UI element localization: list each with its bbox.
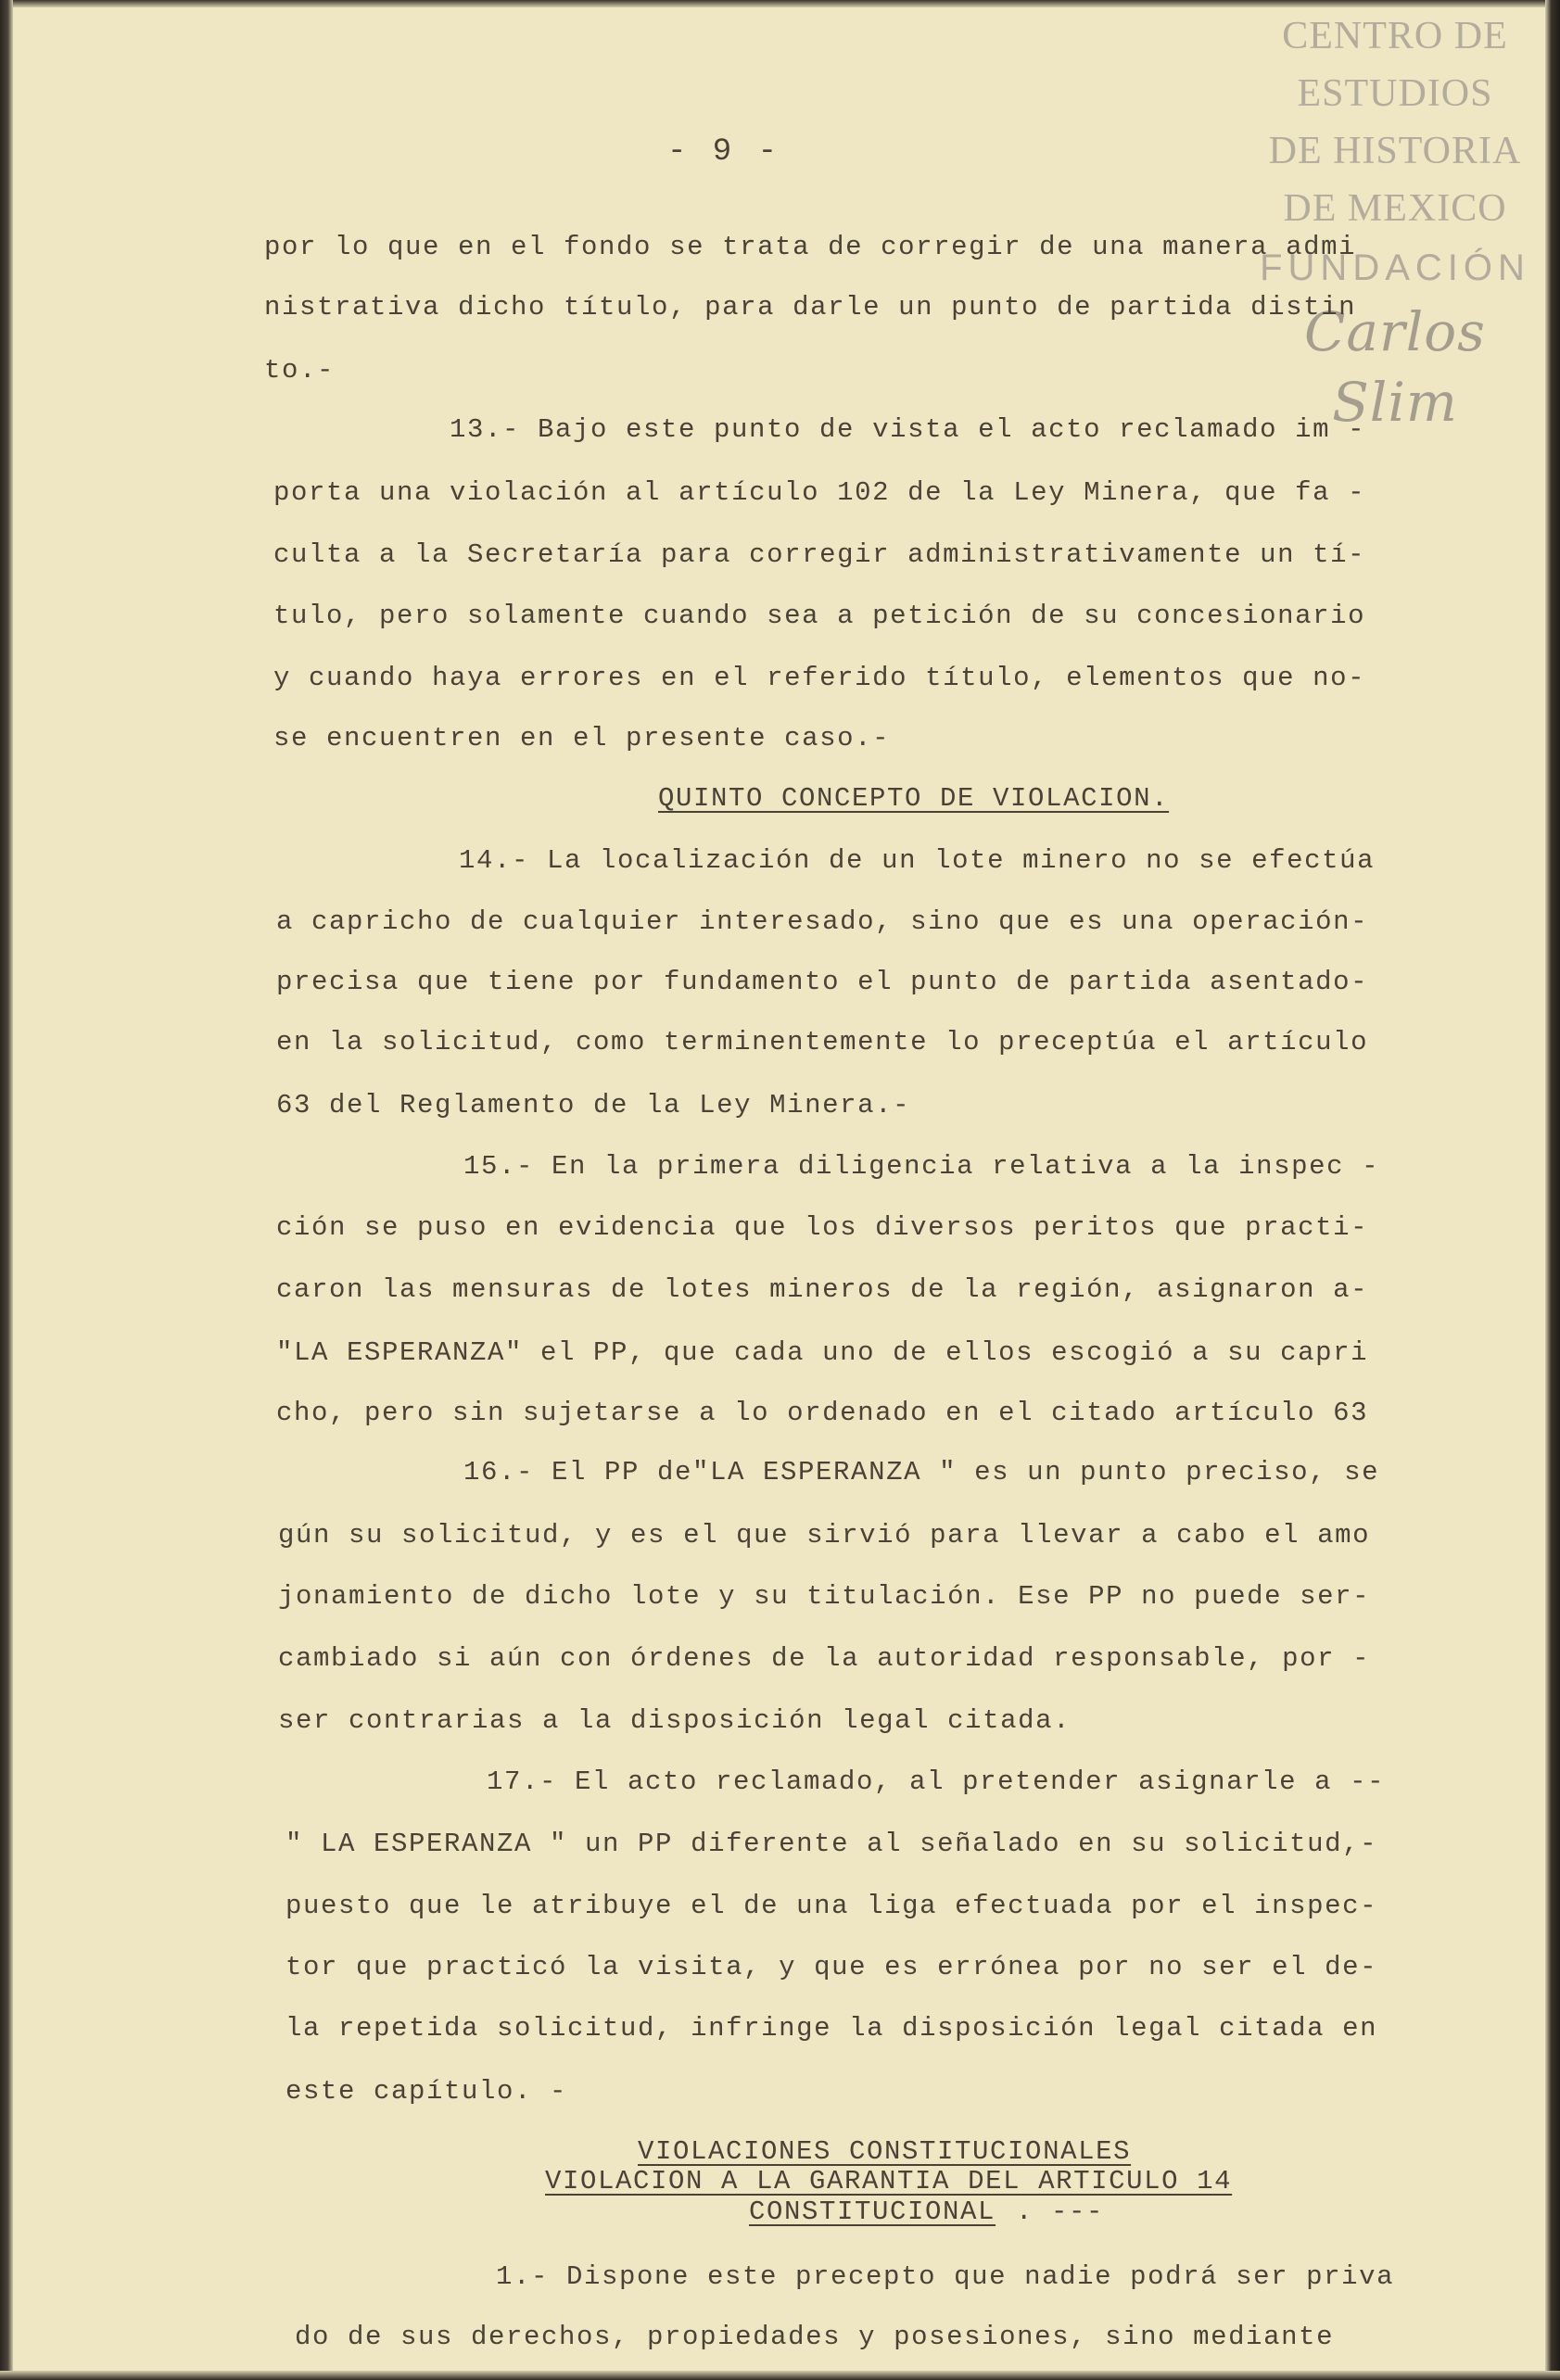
text-line: 16.- El PP de"LA ESPERANZA " es un punto preciso, se <box>463 1457 1380 1488</box>
text-line: 14.- La localización de un lote minero no se efectúa <box>459 845 1376 876</box>
text-line: 63 del Reglamento de la Ley Minera.- <box>276 1090 911 1120</box>
text-line: 13.- Bajo este punto de vista el acto reclamado im - <box>450 414 1366 445</box>
watermark-fundacion: FUNDACIÓN <box>1260 247 1530 288</box>
scan-edge-left <box>0 0 13 2380</box>
text-line: nistrativa dicho título, para darle un punto de partida distin <box>264 292 1357 323</box>
text-line: gún su solicitud, y es el que sirvió para llevar a cabo el amo <box>278 1520 1371 1551</box>
section-heading-quinto: QUINTO CONCEPTO DE VIOLACION. <box>658 783 1170 814</box>
scan-edge-bottom <box>0 2371 1560 2380</box>
text-line: ser contrarias a la disposición legal citada. <box>278 1705 1072 1736</box>
watermark-signature: Carlos Slim <box>1304 300 1486 434</box>
text-line: 17.- El acto reclamado, al pretender asignarle a -- <box>487 1766 1386 1797</box>
scan-edge-top <box>0 0 1560 7</box>
watermark-line-3: DE HISTORIA <box>1268 130 1522 172</box>
heading-suffix: . --- <box>1016 2196 1105 2227</box>
text-line: to.- <box>264 355 336 386</box>
watermark-line-1: CENTRO DE <box>1282 15 1508 57</box>
text-line: jonamiento de dicho lote y su titulación. Ese PP no puede ser- <box>278 1581 1371 1612</box>
page-number: - 9 - <box>667 134 781 170</box>
text-line: ción se puso en evidencia que los diversos peritos que practi- <box>276 1212 1369 1243</box>
text-line: tulo, pero solamente cuando sea a petición de su concesionario <box>273 601 1366 631</box>
text-line: "LA ESPERANZA" el PP, que cada uno de ellos escogió a su capri <box>276 1337 1369 1368</box>
archive-watermark <box>1237 7 1553 437</box>
text-line: puesto que le atribuye el de una liga efectuada por el inspec- <box>285 1891 1378 1921</box>
text-line: precisa que tiene por fundamento el punto de partida asentado- <box>276 967 1369 997</box>
watermark-line-2: ESTUDIOS <box>1297 72 1493 115</box>
section-heading-garantia: VIOLACION A LA GARANTIA DEL ARTICULO 14 <box>545 2166 1233 2196</box>
text-line: por lo que en el fondo se trata de corregir de una manera admi <box>264 232 1357 262</box>
text-line: este capítulo. - <box>285 2076 568 2107</box>
text-line: se encuentren en el presente caso.- <box>273 723 891 753</box>
section-heading-constitucionales: VIOLACIONES CONSTITUCIONALES <box>638 2136 1132 2167</box>
text-line: porta una violación al artículo 102 de la Ley Minera, que fa - <box>273 477 1366 508</box>
text-line: 1.- Dispone este precepto que nadie podrá ser priva <box>496 2261 1395 2292</box>
text-line: culta a la Secretaría para corregir administrativamente un tí- <box>273 539 1366 570</box>
section-heading-constitucional: CONSTITUCIONAL <box>749 2196 996 2227</box>
text-line: la repetida solicitud, infringe la disposición legal citada en <box>285 2013 1378 2044</box>
text-line: y cuando haya errores en el referido título, elementos que no- <box>273 663 1366 693</box>
text-line: caron las mensuras de lotes mineros de la región, asignaron a- <box>276 1274 1369 1305</box>
watermark-line-4: DE MEXICO <box>1283 187 1507 230</box>
text-line: cho, pero sin sujetarse a lo ordenado en el citado artículo 63 <box>276 1398 1369 1428</box>
text-line: 15.- En la primera diligencia relativa a la inspec - <box>463 1151 1380 1182</box>
text-line: " LA ESPERANZA " un PP diferente al señalado en su solicitud,- <box>285 1829 1378 1859</box>
text-line: cambiado si aún con órdenes de la autoridad responsable, por - <box>278 1643 1371 1674</box>
text-line: a capricho de cualquier interesado, sino que es una operación- <box>276 906 1369 937</box>
text-line: tor que practicó la visita, y que es errónea por no ser el de- <box>285 1952 1378 1982</box>
text-line: en la solicitud, como terminentemente lo preceptúa el artículo <box>276 1027 1369 1057</box>
text-line: do de sus derechos, propiedades y posesiones, sino mediante <box>295 2322 1335 2352</box>
